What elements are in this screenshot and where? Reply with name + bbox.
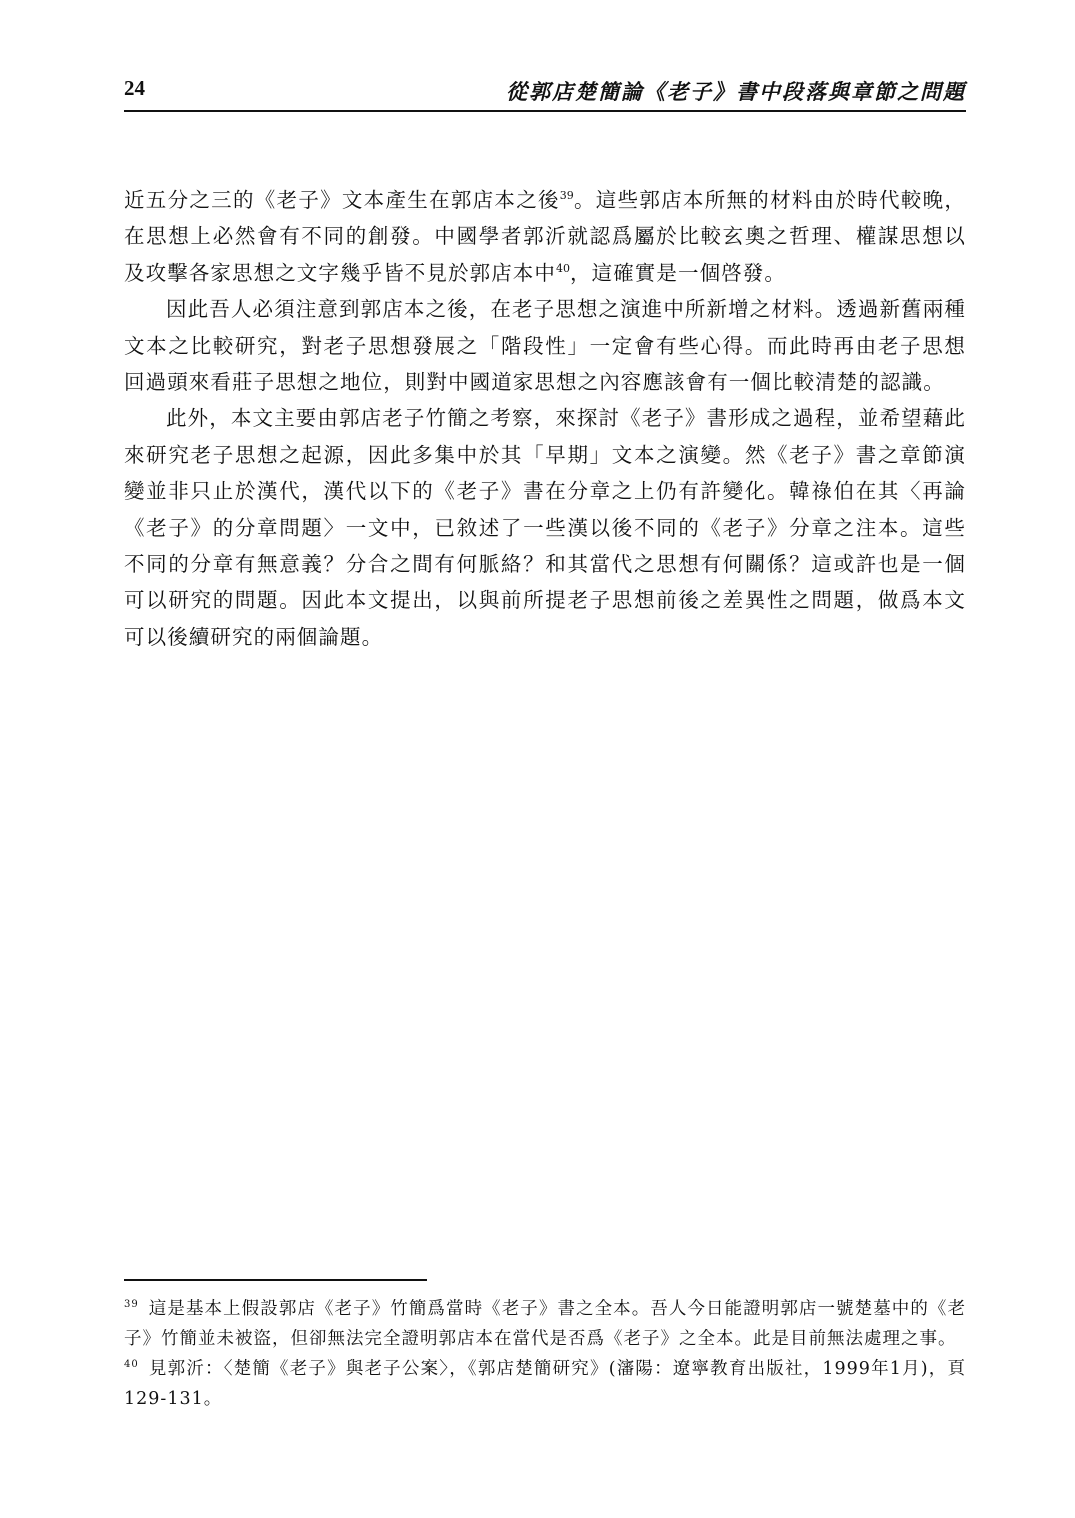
footnote-ref-39[interactable]: 39	[559, 189, 574, 203]
footnotes	[124, 1294, 966, 1414]
footnote-mark: 39	[124, 1299, 139, 1311]
footnote-ref-40[interactable]: 40	[556, 261, 570, 275]
header-rule	[124, 110, 966, 112]
paragraph-1	[124, 182, 966, 291]
footnote-39	[124, 1294, 966, 1354]
body-text	[124, 182, 966, 655]
footnote-40	[124, 1354, 966, 1414]
paragraph-3-text: 此外，本文主要由郭店老子竹簡之考察，來探討《老子》書形成之過程，並希望藉此來研究老子思想之起源，因此多集中於其「早期」文本之演變。然《老子》書之章節演變並非只止於漢代，漢代以下的《老子》書在分章之上仍有許變化。韓祿伯在其〈再論《老子》的分章問題〉一文中，已敘述了一些漢以後不同的《老子》分章之注本。這些不同的分章有無意義？分合之間有何脈絡？和其當代之思想有何關係？這或許也是一個可以研究的問題。因此本文提出，以與前所提老子思想前後之差異性之問題，做爲本文可以後續研究的兩個論題。	[124, 406, 966, 649]
page-number: 24	[124, 76, 145, 100]
footnote-text: 這是基本上假設郭店《老子》竹簡爲當時《老子》書之全本。吾人今日能證明郭店一號楚墓中的《老子》竹簡並未被盜，但卻無法完全證明郭店本在當代是否爲《老子》之全本。此是目前無法處理之事。	[124, 1299, 966, 1349]
running-header	[124, 76, 966, 106]
footnote-text: 見郭沂：〈楚簡《老子》與老子公案〉，《郭店楚簡研究》(瀋陽：遼寧教育出版社，1999年1月)，頁129-131。	[124, 1359, 966, 1409]
paragraph-3	[124, 400, 966, 655]
paragraph-1-part-1: 近五分之三的《老子》文本產生在郭店本之後	[124, 188, 560, 212]
footnote-mark: 40	[124, 1359, 139, 1371]
paragraph-1-part-2: 。這些郭店本所無的材料由於時代較晚，在思想上必然會有不同的創發。中國學者郭沂就認爲屬於比較玄奧之哲理、權謀思想以及攻擊各家思想之文字幾乎皆不見於郭店本中	[124, 188, 966, 285]
paragraph-2	[124, 291, 966, 400]
footnote-rule	[124, 1279, 427, 1281]
paragraph-2-text: 因此吾人必須注意到郭店本之後，在老子思想之演進中所新增之材料。透過新舊兩種文本之比較研究，對老子思想發展之「階段性」一定會有些心得。而此時再由老子思想回過頭來看莊子思想之地位，則對中國道家思想之內容應該會有一個比較清楚的認識。	[124, 297, 966, 395]
paragraph-1-part-3: ，這確實是一個啓發。	[570, 260, 786, 285]
running-title: 從郭店楚簡論《老子》書中段落與章節之問題	[506, 79, 966, 104]
